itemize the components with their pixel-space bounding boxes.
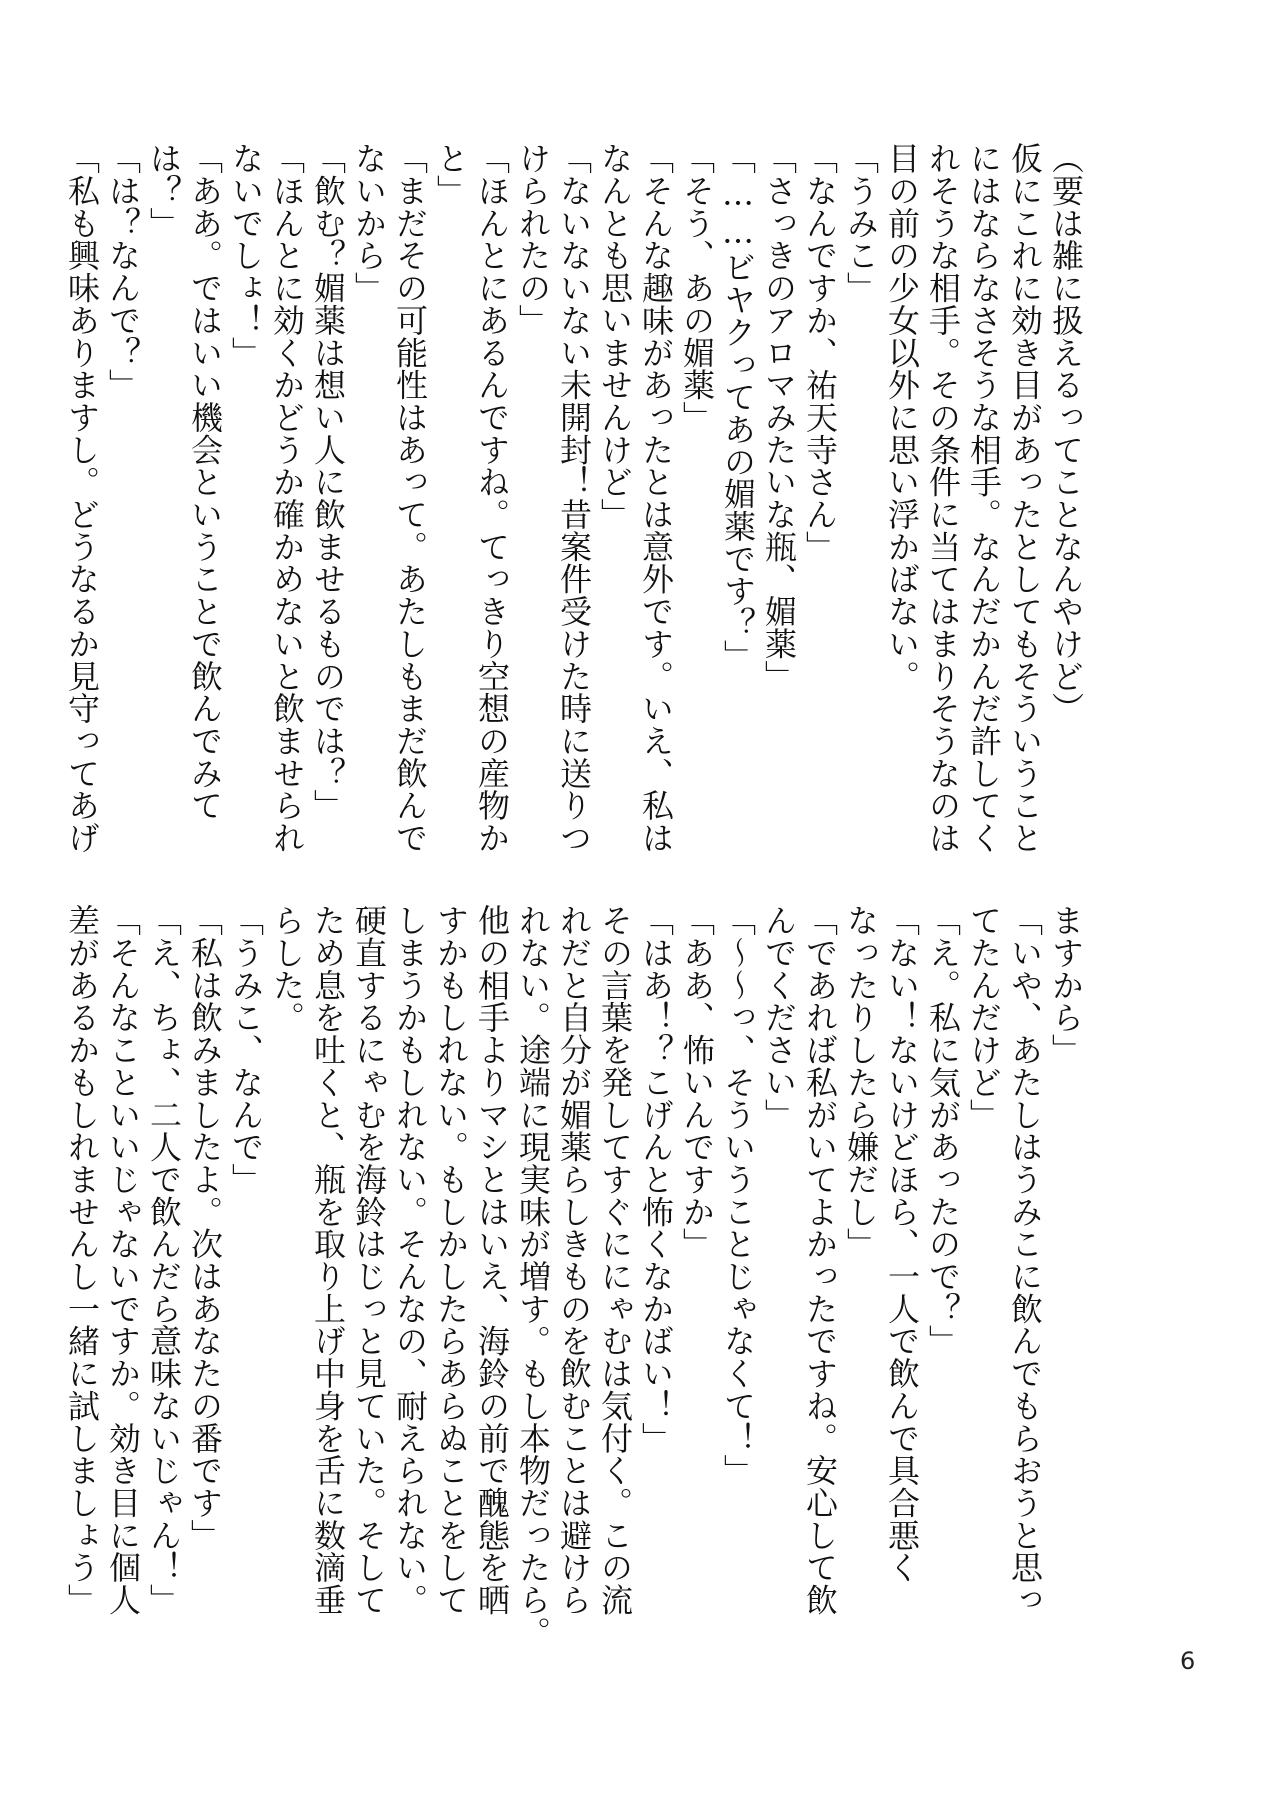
text-line: 目の前の少女以外に思い浮かばない。 — [883, 142, 921, 692]
dialogue-line: 「私は飲みましたよ。次はあなたの番です」 — [186, 904, 224, 1551]
dialogue-line: 「は？なんで？」 — [104, 142, 142, 401]
text-line: すかもしれない。もしかしたらあらぬことをして — [432, 904, 470, 1616]
dialogue-line: 「そんな趣味があったとは意外です。いえ、私は — [637, 142, 675, 854]
text-line: らした。 — [268, 904, 306, 1034]
dialogue-line: と」 — [432, 142, 470, 207]
dialogue-line: 「いや、あたしはうみこに飲んでもらおうと思っ — [1006, 904, 1044, 1616]
text-line: れだと自分が媚薬らしきものを飲むことは避けら — [555, 904, 593, 1616]
dialogue-line: なんとも思いませんけど」 — [596, 142, 634, 531]
dialogue-line: なったりしたら嫌だし」 — [842, 904, 880, 1260]
dialogue-line: 「であれば私がいてよかったですね。安心して飲 — [801, 904, 839, 1616]
dialogue-line: 「飲む？媚薬は想い人に飲ませるものでは？」 — [309, 142, 347, 822]
dialogue-line: ないでしょ！」 — [227, 142, 265, 369]
dialogue-line: 「まだその可能性はあって。あたしもまだ飲んで — [391, 142, 429, 854]
text-line: ため息を吐くと、瓶を取り上げ中身を舌に数滴垂 — [309, 904, 347, 1616]
page-number: 6 — [1180, 1647, 1196, 1675]
dialogue-line: 「ない！ないけどほら、一人で飲んで具合悪く — [883, 904, 921, 1584]
dialogue-line: 「え。私に気があったので？」 — [924, 904, 962, 1357]
dialogue-line: ないから」 — [350, 142, 388, 304]
dialogue-line: 「ほんとに効くかどうか確かめないと飲ませられ — [268, 142, 306, 854]
dialogue-line: 「そう、あの媚薬」 — [678, 142, 716, 434]
dialogue-line: 「……ビヤクってあの媚薬です？」 — [719, 142, 757, 672]
dialogue-line: 差があるかもしれませんし一緒に試しましょう」 — [63, 904, 101, 1616]
dialogue-line: 「うみこ、なんで」 — [227, 904, 265, 1196]
dialogue-line: 「ないないない未開封！昔案件受けた時に送りつ — [555, 142, 593, 854]
text-block-lower — [63, 904, 1086, 1649]
dialogue-line: は？」 — [145, 142, 183, 240]
text-line: れそうな相手。その条件に当てはまりそうなのは — [924, 142, 962, 854]
dialogue-line: てたんだけど」 — [965, 904, 1003, 1131]
dialogue-line: 「～～っ、そういうことじゃなくて！」 — [719, 904, 757, 1487]
dialogue-line: 「さっきのアロマみたいな瓶、媚薬」 — [760, 142, 798, 692]
text-line: その言葉を発してすぐににゃむは気付く。この流 — [596, 904, 634, 1616]
dialogue-line: 「ああ。ではいい機会ということで飲んでみて — [186, 142, 224, 822]
dialogue-line: ますから」 — [1047, 904, 1085, 1066]
text-line: 仮にこれに効き目があったとしてもそういうこと — [1006, 142, 1044, 854]
dialogue-line: んでください」 — [760, 904, 798, 1131]
dialogue-line: 「ああ、怖いんですか」 — [678, 904, 716, 1260]
dialogue-line: 「はあ！？こげんと怖くなかばい！」 — [637, 904, 675, 1454]
text-line: にはならなさそうな相手。なんだかんだ許してく — [965, 142, 1003, 854]
text-line: しまうかもしれない。そんなの、耐えられない。 — [391, 904, 429, 1616]
text-line: （要は雑に扱えるってことなんやけど） — [1047, 142, 1085, 725]
dialogue-line: 「ほんとにあるんですね。てっきり空想の産物か — [473, 142, 511, 854]
dialogue-line: 「え、ちょ、二人で飲んだら意味ないじゃん！」 — [145, 904, 183, 1616]
dialogue-line: 「なんですか、祐天寺さん」 — [801, 142, 839, 563]
dialogue-line: けられたの」 — [514, 142, 552, 337]
text-line: れない。途端に現実味が増す。もし本物だったら。 — [514, 904, 552, 1649]
dialogue-line: 「私も興味ありますし。どうなるか見守ってあげ — [63, 142, 101, 854]
text-block-upper — [63, 142, 1086, 872]
text-line: 他の相手よりマシとはいえ、海鈴の前で醜態を晒 — [473, 904, 511, 1616]
text-line: 硬直するにゃむを海鈴はじっと見ていた。そして — [350, 904, 388, 1616]
dialogue-line: 「うみこ」 — [842, 142, 880, 304]
dialogue-line: 「そんなこといいじゃないですか。効き目に個人 — [104, 904, 142, 1616]
